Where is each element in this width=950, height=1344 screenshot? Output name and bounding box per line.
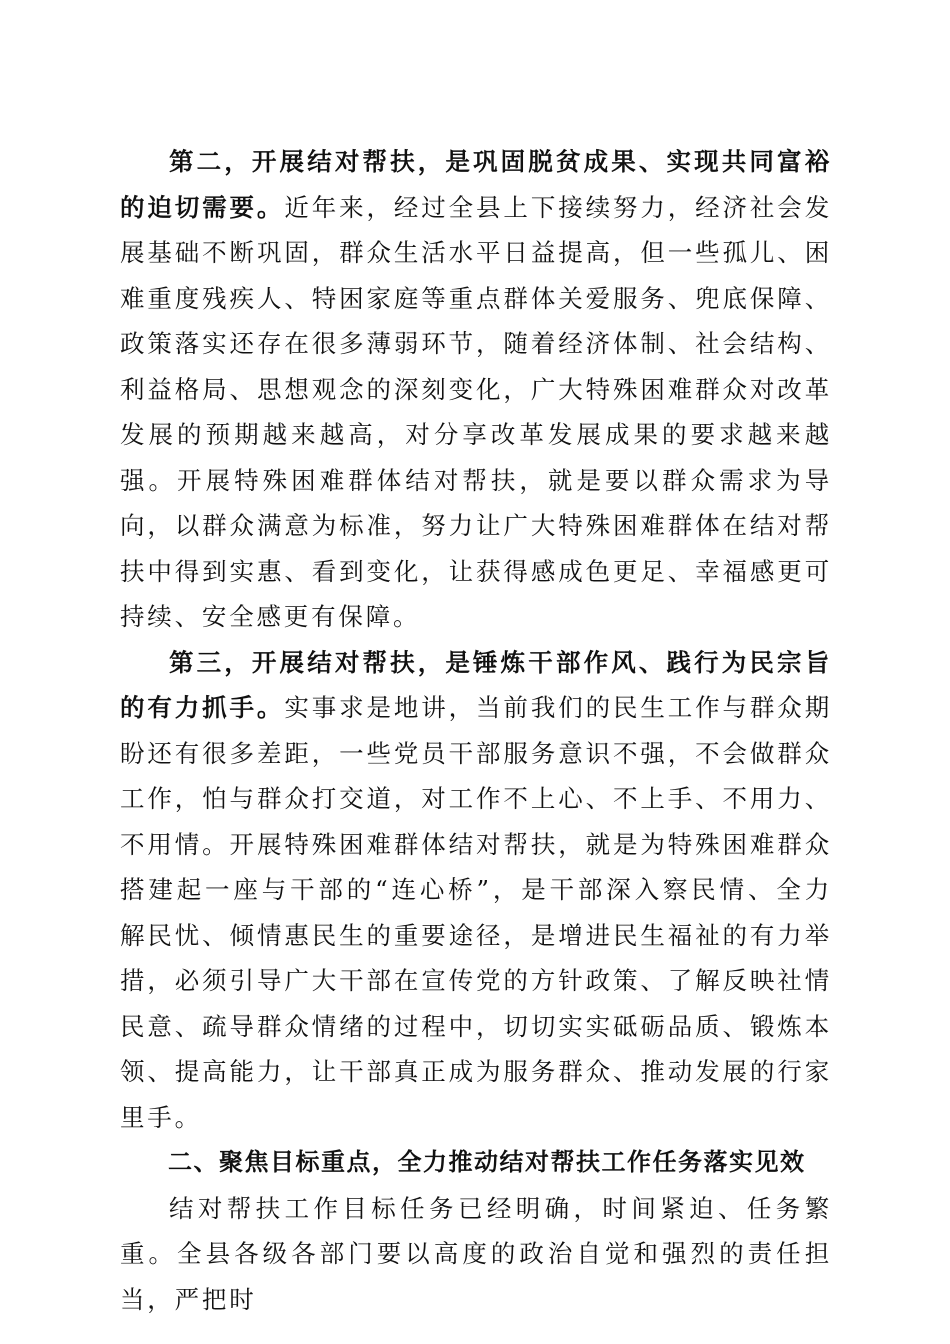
paragraph-section-intro: 结对帮扶工作目标任务已经明确，时间紧迫、任务繁重。全县各级各部门要以高度的政治自觉和强烈的责任担当，严把时: [120, 1193, 832, 1314]
paragraph-body-text: 实事求是地讲，当前我们的民生工作与群众期盼还有很多差距，一些党员干部服务意识不强，不会做群众工作，怕与群众打交道，对工作不上心、不上手、不用力、不用情。开展特殊困难群体结对帮扶，就是为特殊困难群众搭建起一座与干部的“连心桥”，是干部深入察民情、全力解民忧、倾情惠民生的重要途径，是增进民生福祉的有力举措，必须引导广大干部在宣传党的方针政策、了解反映社情民意、疏导群众情绪的过程中，切切实实砥砺品质、锻炼本领、提高能力，让干部真正成为服务群众、推动发展的行家里手。: [120, 693, 832, 1132]
section-heading: 二、聚焦目标重点，全力推动结对帮扶工作任务落实见效: [168, 1148, 806, 1176]
paragraph-lead-sentence: 第三，开展结对帮扶，是锤炼干部作风、践行为民宗旨的有力抓手。: [120, 647, 832, 722]
paragraph-third-point: [120, 640, 832, 1141]
paragraph-body-text: 近年来，经过全县上下接续努力，经济社会发展基础不断巩固，群众生活水平日益提高，但一些孤儿、困难重度残疾人、特困家庭等重点群体关爱服务、兜底保障、政策落实还存在很多薄弱环节，随着经济体制、社会结构、利益格局、思想观念的深刻变化，广大特殊困难群众对改革发展的预期越来越高，对分享改革发展成果的要求越来越强。开展特殊困难群体结对帮扶，就是要以群众需求为导向，以群众满意为标准，努力让广大特殊困难群体在结对帮扶中得到实惠、看到变化，让获得感成色更足、幸福感更可持续、安全感更有保障。: [120, 192, 832, 631]
document-body: [120, 139, 832, 1322]
paragraph-second-point: [120, 139, 832, 640]
paragraph-lead-sentence: 第二，开展结对帮扶，是巩固脱贫成果、实现共同富裕的迫切需要。: [120, 147, 832, 222]
